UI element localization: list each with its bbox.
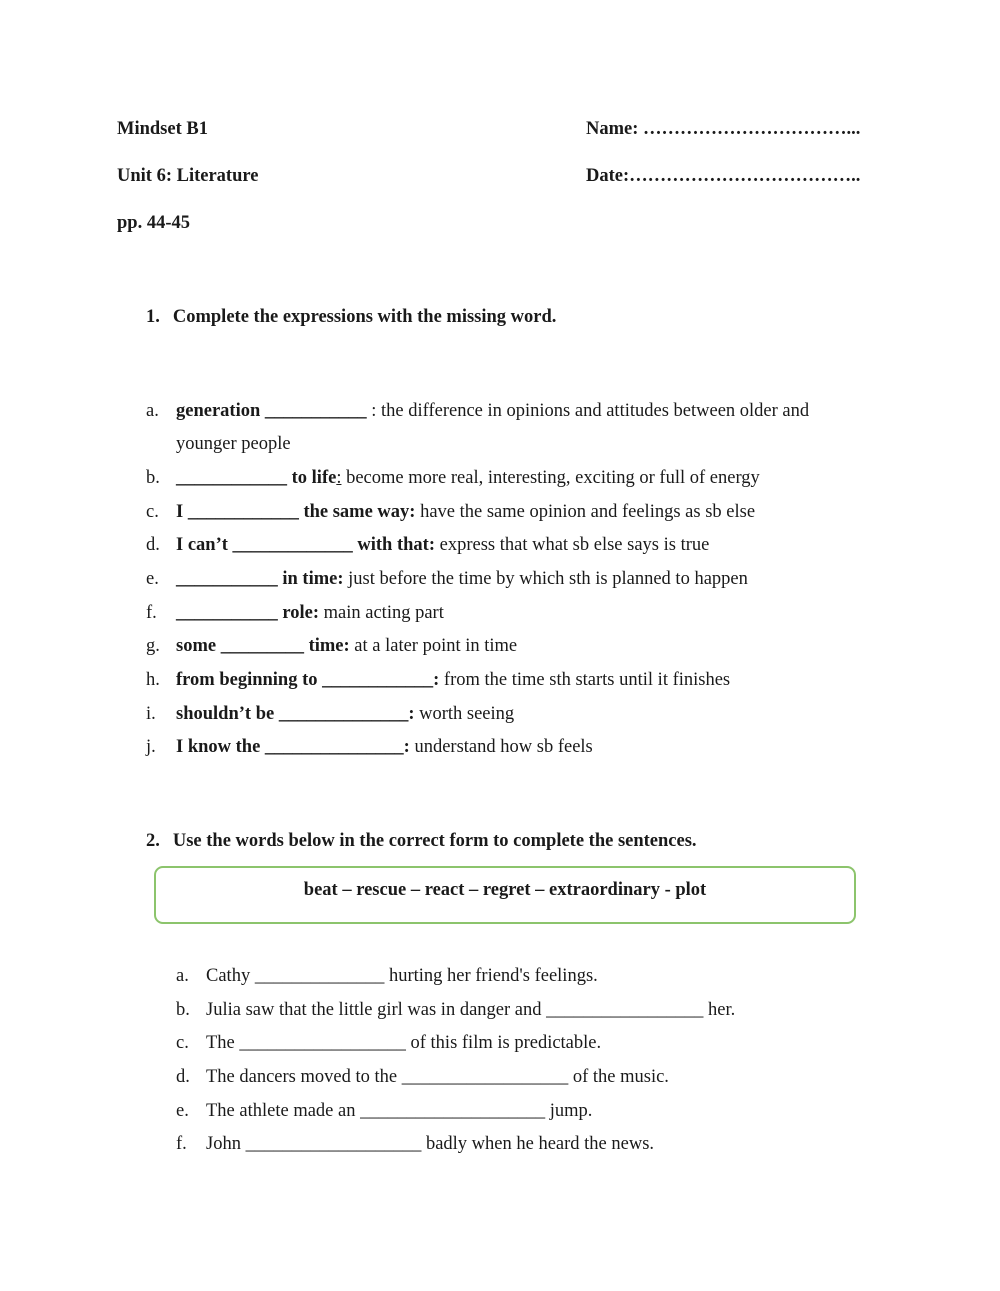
- definition: understand how sb feels: [409, 737, 593, 757]
- expression: ___________ in time:: [176, 569, 344, 589]
- word-bank-box: [154, 866, 856, 924]
- page-reference: pp. 44-45: [117, 213, 190, 233]
- q1-item-e: [146, 569, 748, 590]
- expression: ____________ to life: [176, 468, 337, 488]
- q1-item-a: [146, 401, 809, 422]
- q2-number: 2.: [146, 831, 160, 851]
- colon: :: [336, 468, 342, 488]
- q1-title: Complete the expressions with the missing word.: [172, 307, 557, 327]
- definition: become more real, interesting, exciting or full of energy: [341, 468, 760, 488]
- item-label: h.: [146, 670, 160, 690]
- word-bank: beat – rescue – react – regret – extraordinary - plot: [303, 880, 707, 900]
- q2-item-d: [176, 1067, 669, 1088]
- item-label: d.: [146, 535, 160, 555]
- q2-item-f: [176, 1134, 654, 1155]
- item-label: a.: [176, 966, 189, 986]
- q1-item-i: [146, 704, 514, 725]
- q1-item-j: [146, 737, 593, 758]
- item-label: f.: [176, 1134, 187, 1154]
- item-label: a.: [146, 401, 159, 421]
- q1-item-f: [146, 603, 444, 624]
- q2-item-b: [176, 1000, 735, 1021]
- item-label: b.: [176, 1000, 190, 1020]
- definition: have the same opinion and feelings as sb else: [415, 502, 756, 522]
- item-label: j.: [146, 737, 156, 757]
- q1-item-b: [146, 468, 760, 489]
- definition: just before the time by which sth is planned to happen: [343, 569, 748, 589]
- expression: I ____________ the same way:: [176, 502, 416, 522]
- sentence: The __________________ of this film is predictable.: [206, 1033, 602, 1053]
- expression: some _________ time:: [176, 636, 350, 656]
- item-label: c.: [176, 1033, 189, 1053]
- sentence: Julia saw that the little girl was in danger and _________________ her.: [206, 1000, 736, 1020]
- expression: I can’t _____________ with that:: [176, 535, 435, 555]
- expression: shouldn’t be ______________:: [176, 704, 415, 724]
- item-label: b.: [146, 468, 160, 488]
- definition: from the time sth starts until it finishes: [439, 670, 731, 690]
- sentence: Cathy ______________ hurting her friend's feelings.: [206, 966, 598, 986]
- q1-item-g: [146, 636, 517, 657]
- q1-item-d: [146, 535, 709, 556]
- expression: ___________ role:: [176, 603, 320, 623]
- q1-item-h: [146, 670, 730, 691]
- item-label: e.: [146, 569, 159, 589]
- item-label: g.: [146, 636, 160, 656]
- item-label: i.: [146, 704, 156, 724]
- item-label: d.: [176, 1067, 190, 1087]
- q2-title: Use the words below in the correct form to complete the sentences.: [172, 831, 697, 851]
- sentence: The athlete made an ____________________ jump.: [206, 1101, 593, 1121]
- definition: express that what sb else says is true: [435, 535, 710, 555]
- q2-item-c: [176, 1033, 601, 1054]
- name-field: Name: ……………………………...: [586, 119, 861, 139]
- expression: I know the _______________:: [176, 737, 410, 757]
- definition: worth seeing: [414, 704, 515, 724]
- item-label: c.: [146, 502, 159, 522]
- unit-title: Unit 6: Literature: [117, 166, 259, 186]
- definition: at a later point in time: [349, 636, 518, 656]
- q1-heading: [146, 307, 556, 328]
- course-title: Mindset B1: [117, 119, 208, 139]
- sentence: John ___________________ badly when he heard the news.: [206, 1134, 655, 1154]
- definition: : the difference in opinions and attitudes between older and: [366, 401, 810, 421]
- expression: generation ___________: [176, 401, 367, 421]
- q1-item-c: [146, 502, 755, 523]
- q1-item-a-continuation: younger people: [176, 434, 291, 454]
- expression: from beginning to ____________:: [176, 670, 440, 690]
- sentence: The dancers moved to the __________________ of the music.: [206, 1067, 669, 1087]
- item-label: f.: [146, 603, 157, 623]
- q1-number: 1.: [146, 307, 160, 327]
- date-field: Date:………………………………..: [586, 166, 861, 186]
- q2-item-e: [176, 1101, 592, 1122]
- q2-item-a: [176, 966, 598, 987]
- q2-heading: [146, 831, 697, 852]
- definition: main acting part: [319, 603, 444, 623]
- item-label: e.: [176, 1101, 189, 1121]
